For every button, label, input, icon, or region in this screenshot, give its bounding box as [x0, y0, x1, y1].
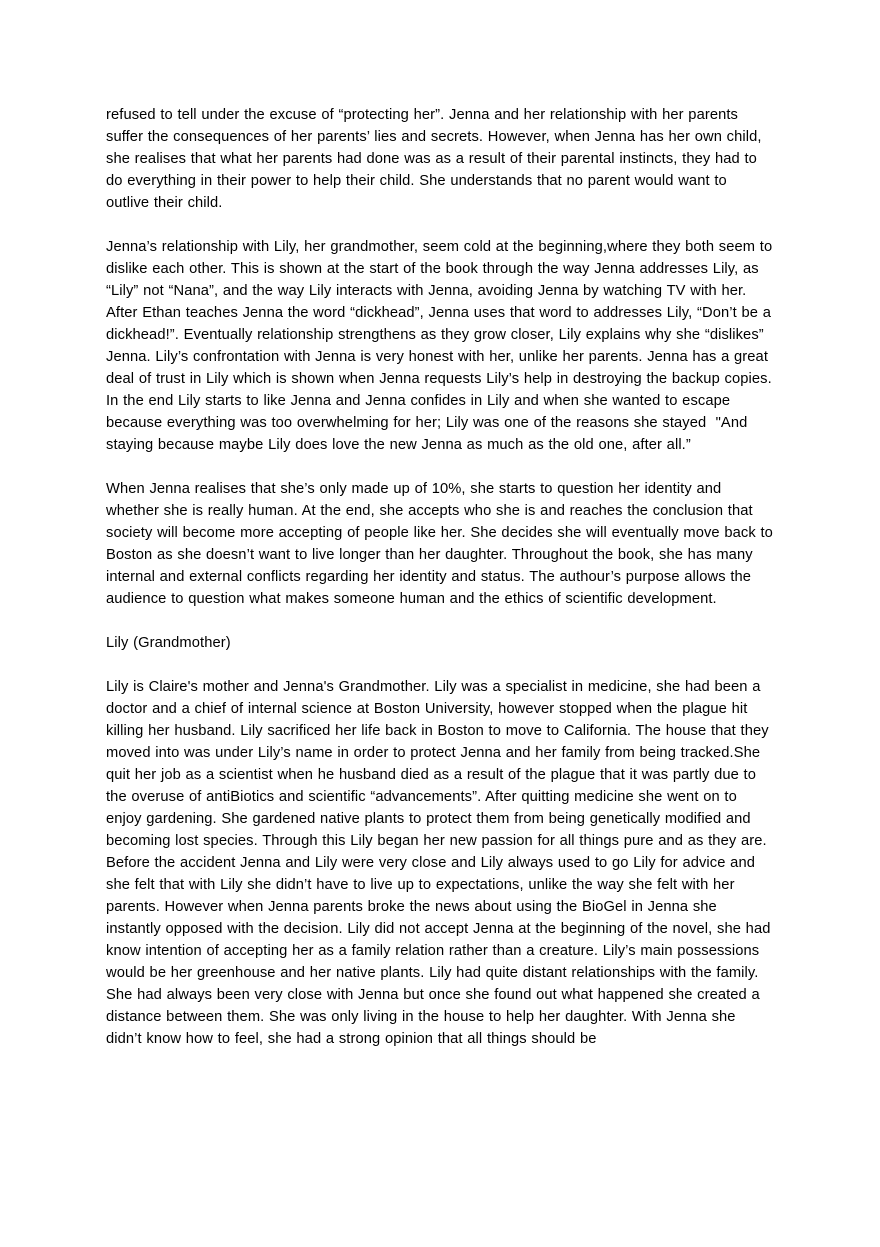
paragraph-lily-description: Lily is Claire's mother and Jenna's Grandmother. Lily was a specialist in medicine, she had been a doctor and a chief of internal science at Boston University, however stopped when the plague hit killing her husband. Lily sacrificed her life back in Boston to move to California. The house that they moved into was under Lily’s name in order to protect Jenna and her family from being tracked.She quit her job as a scientist when he husband died as a result of the plague that it was partly due to the overuse of antiBiotics and scientific “advancements”. After quitting medicine she went on to enjoy gardening. She gardened native plants to protect them from being genetically modified and becoming lost species. Through this Lily began her new passion for all things pure and as they are. Before the accident Jenna and Lily were very close and Lily always used to go Lily for advice and she felt that with Lily she didn’t have to live up to expectations, unlike the way she felt with her parents. However when Jenna parents broke the news about using the BioGel in Jenna she instantly opposed with the decision. Lily did not accept Jenna at the beginning of the novel, she had know intention of accepting her as a family relation rather than a creature. Lily’s main possessions would be her greenhouse and her native plants. Lily had quite distant relationships with the family. She had always been very close with Jenna but once she found out what happened she created a distance between them. She was only living in the house to help her daughter. With Jenna she didn’t know how to feel, she had a strong opinion that all things should be — [106, 679, 777, 1047]
document-body — [106, 104, 778, 1050]
paragraph-parents-relationship: refused to tell under the excuse of “protecting her”. Jenna and her relationship with her parents suffer the consequences of her parents’ lies and secrets. However, when Jenna has her own child, she realises that what her parents had done was as a result of their parental instincts, they had to do everything in their power to help their child. She understands that no parent would want to outlive their child. — [106, 107, 767, 211]
heading-lily-grandmother: Lily (Grandmother) — [106, 635, 231, 651]
paragraph-identity: When Jenna realises that she’s only made up of 10%, she starts to question her identity and whether she is really human. At the end, she accepts who she is and reaches the conclusion that society will become more accepting of people like her. She decides she will eventually move back to Boston as she doesn’t want to live longer than her daughter. Throughout the book, she has many internal and external conflicts regarding her identity and status. The authour’s purpose allows the audience to question what makes someone human and the ethics of scientific development. — [106, 481, 778, 607]
paragraph-lily-relationship: Jenna’s relationship with Lily, her grandmother, seem cold at the beginning,where they both seem to dislike each other. This is shown at the start of the book through the way Jenna addresses Lily, as “Lily” not “Nana”, and the way Lily interacts with Jenna, avoiding Jenna by watching TV with her. After Ethan teaches Jenna the word “dickhead”, Jenna uses that word to addresses Lily, “Don’t be a dickhead!”. Eventually relationship strengthens as they grow closer, Lily explains why she “dislikes” Jenna. Lily’s confrontation with Jenna is very honest with her, unlike her parents. Jenna has a great deal of trust in Lily which is shown when Jenna requests Lily’s help in destroying the backup copies. In the end Lily starts to like Jenna and Jenna confides in Lily and when she wanted to escape because everything was too overwhelming for her; Lily was one of the reasons she stayed "And staying because maybe Lily does love the new Jenna as much as the old one, after all.” — [106, 239, 777, 453]
